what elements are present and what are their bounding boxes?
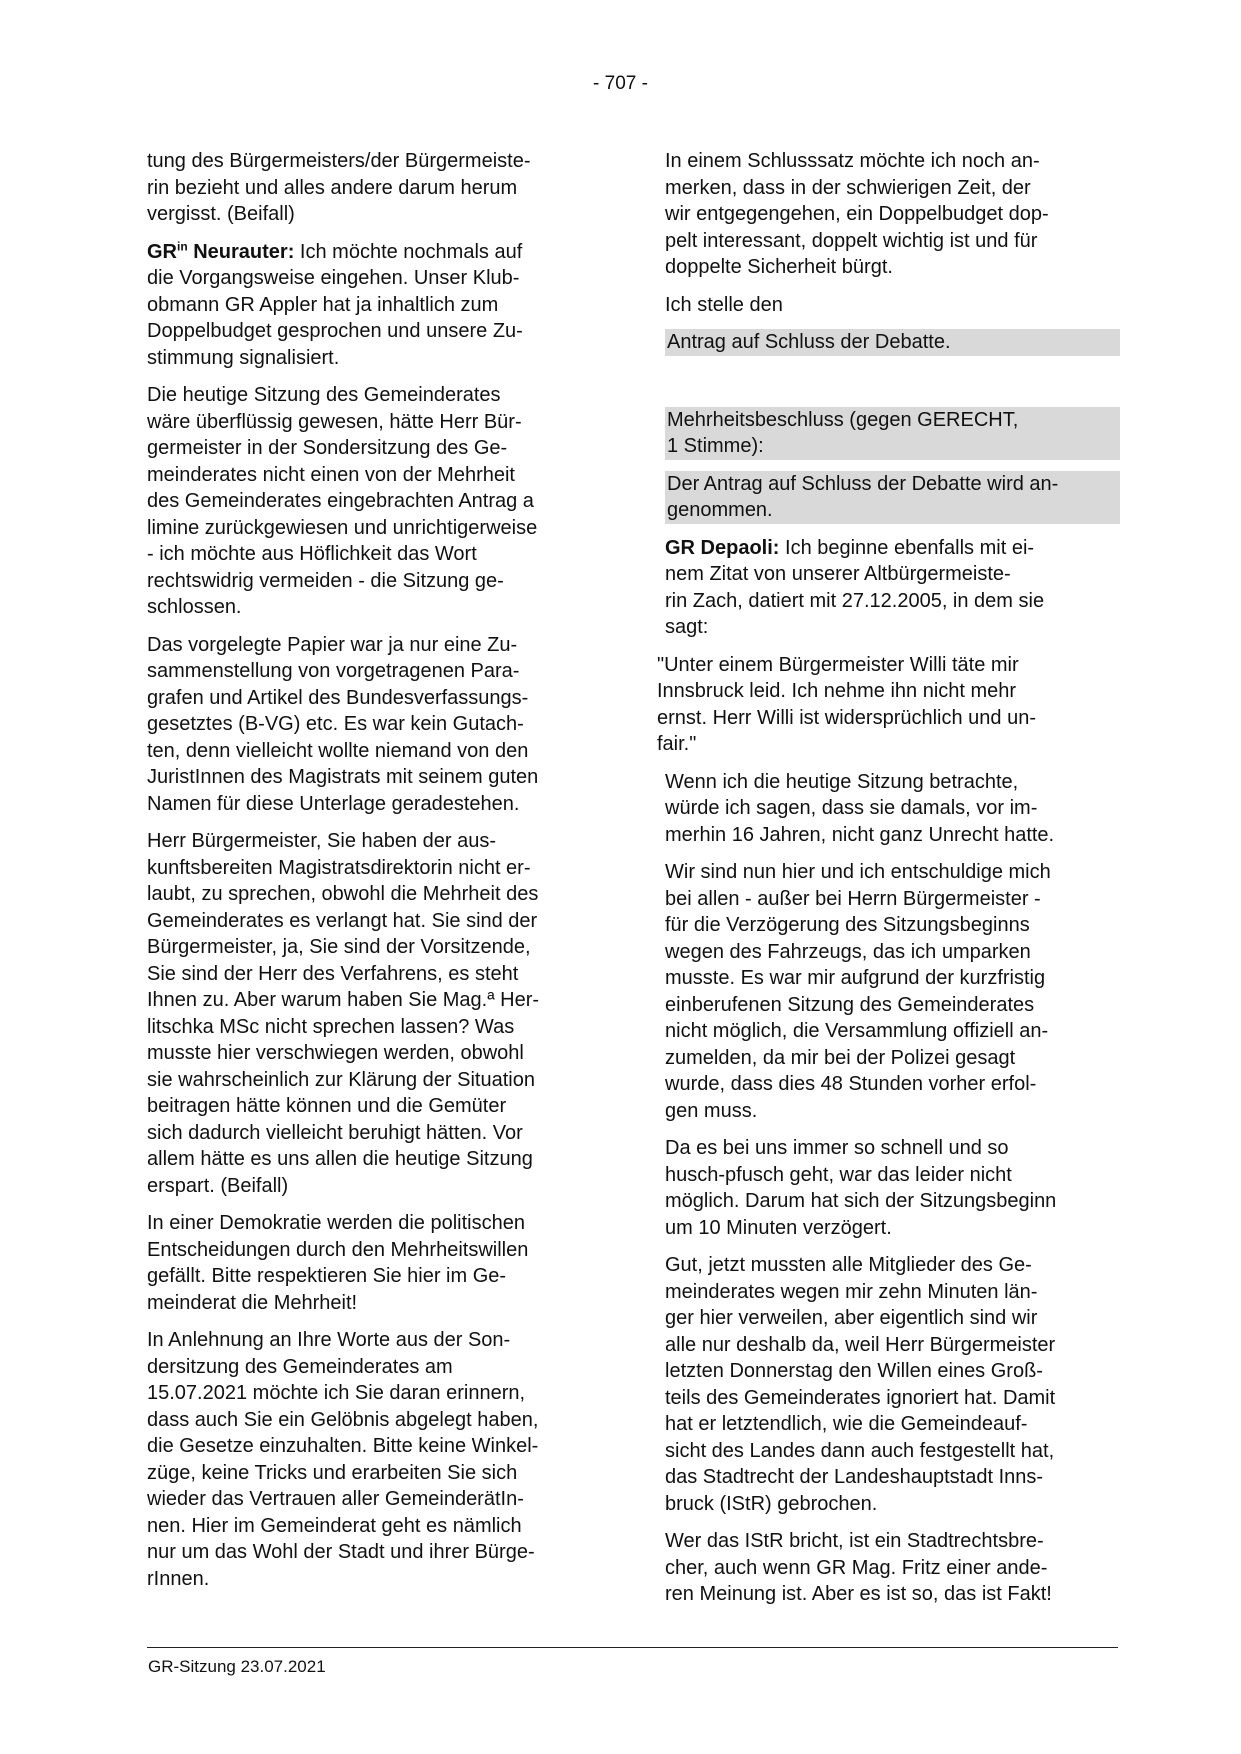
paragraph <box>665 148 1120 281</box>
text-line: Wer das IStR bricht, ist ein Stadtrechtsbre- <box>665 1530 1044 1552</box>
text-line: Da es bei uns immer so schnell und so <box>665 1137 1009 1159</box>
page-number: - 707 - <box>593 73 648 94</box>
text-line: GR Depaoli: Ich beginne ebenfalls mit ei- <box>665 536 1035 559</box>
text-line: alle nur deshalb da, weil Herr Bürgermeister <box>665 1333 1056 1356</box>
text-line: rInnen. <box>147 1567 210 1590</box>
text-line: Das vorgelegte Papier war ja nur eine Zu- <box>147 633 518 656</box>
text-line: erspart. (Beifall) <box>147 1174 289 1197</box>
text-line: sammenstellung von vorgetragenen Para- <box>147 660 520 682</box>
text-line: doppelte Sicherheit bürgt. <box>665 256 893 278</box>
text-line: ren Meinung ist. Aber es ist so, das ist Fakt! <box>665 1583 1052 1605</box>
quotation-paragraph <box>657 652 1120 758</box>
text-line: wir entgegengehen, ein Doppelbudget dop- <box>665 203 1049 225</box>
text-line: wurde, dass dies 48 Stunden vorher erfol- <box>665 1073 1037 1095</box>
text-line: ger hier verweilen, aber eigentlich sind wir <box>665 1307 1038 1329</box>
text-line: Herr Bürgermeister, Sie haben der aus- <box>147 830 497 852</box>
text-line: Entscheidungen durch den Mehrheitswillen <box>147 1238 529 1261</box>
text-line: teils des Gemeinderates ignoriert hat. Damit <box>665 1386 1056 1409</box>
text-line: nicht möglich, die Versammlung offiziell an- <box>665 1020 1049 1042</box>
text-line: rin bezieht und alles andere darum herum <box>147 176 518 199</box>
text-line: Ich stelle den <box>665 293 783 316</box>
text-line: laubt, zu sprechen, obwohl die Mehrheit des <box>147 883 539 905</box>
text-line: grafen und Artikel des Bundesverfassungs- <box>147 686 529 709</box>
right-column <box>657 148 1120 1619</box>
text-line: "Unter einem Bürgermeister Willi täte mir <box>657 653 1019 676</box>
paragraph <box>147 1327 607 1592</box>
text-line: Wenn ich die heutige Sitzung betrachte, <box>665 770 1019 793</box>
text-line: Mehrheitsbeschluss (gegen GERECHT, <box>667 408 1019 431</box>
text-line: merhin 16 Jahren, nicht ganz Unrecht hatte. <box>665 823 1055 846</box>
paragraph <box>147 382 607 621</box>
text-line: wieder das Vertrauen aller GemeinderätIn- <box>147 1488 524 1510</box>
text-line: sagt: <box>665 616 709 638</box>
text-line: sich dadurch vielleicht beruhigt hätten. Vor <box>147 1121 523 1144</box>
text-line: husch-pfusch geht, war das leider nicht <box>665 1163 1012 1186</box>
text-line: das Stadtrecht der Landeshauptstadt Inns- <box>665 1466 1044 1488</box>
paragraph-spacer <box>665 367 1120 407</box>
text-line: stimmung signalisiert. <box>147 346 340 369</box>
text-line: bruck (IStR) gebrochen. <box>665 1492 878 1515</box>
text-line: Ihnen zu. Aber warum haben Sie Mag.ª Her- <box>147 989 540 1011</box>
text-line: Namen für diese Unterlage geradestehen. <box>147 792 520 815</box>
text-line: Sie sind der Herr des Verfahrens, es steht <box>147 962 519 985</box>
text-line: limine zurückgewiesen und unrichtigerweise <box>147 516 538 539</box>
text-line: germeister in der Sondersitzung des Ge- <box>147 437 508 459</box>
text-line: die Vorgangsweise eingehen. Unser Klub- <box>147 267 520 289</box>
paragraph <box>665 769 1120 849</box>
text-line: In einer Demokratie werden die politischen <box>147 1212 525 1234</box>
text-line: ten, denn vielleicht wollte niemand von den <box>147 739 529 762</box>
text-line: meinderates nicht einen von der Mehrheit <box>147 463 515 486</box>
text-line: Wir sind nun hier und ich entschuldige mich <box>665 861 1051 883</box>
text-line: nem Zitat von unserer Altbürgermeiste- <box>665 563 1011 585</box>
text-line: wäre überflüssig gewesen, hätte Herr Bür- <box>147 410 522 433</box>
text-line: rin Zach, datiert mit 27.12.2005, in dem sie <box>665 589 1045 612</box>
text-line: rechtswidrig vermeiden - die Sitzung ge- <box>147 569 504 592</box>
text-line: Innsbruck leid. Ich nehme ihn nicht mehr <box>657 680 1017 702</box>
text-line: ernst. Herr Willi ist widersprüchlich und un- <box>657 706 1037 729</box>
motion-box <box>665 329 1120 356</box>
text-line: meinderat die Mehrheit! <box>147 1291 358 1314</box>
motion-box <box>665 471 1120 524</box>
text-line: würde ich sagen, dass sie damals, vor im- <box>665 797 1038 819</box>
text-line: dersitzung des Gemeinderates am <box>147 1355 453 1378</box>
text-line: gen muss. <box>665 1099 758 1122</box>
text-line: dass auch Sie ein Gelöbnis abgelegt haben, <box>147 1408 539 1431</box>
paragraph <box>665 292 1120 319</box>
text-line: - ich möchte aus Höflichkeit das Wort <box>147 543 477 565</box>
text-line: merken, dass in der schwierigen Zeit, der <box>665 176 1031 199</box>
text-line: In Anlehnung an Ihre Worte aus der Son- <box>147 1329 511 1351</box>
paragraph <box>665 1135 1120 1241</box>
text-line: allem hätte es uns allen die heutige Sitzung <box>147 1148 533 1170</box>
paragraph <box>147 828 607 1199</box>
text-line: möglich. Darum hat sich der Sitzungsbeginn <box>665 1190 1057 1212</box>
text-line: obmann GR Appler hat ja inhaltlich zum <box>147 293 499 316</box>
text-line: einberufenen Sitzung des Gemeinderates <box>665 993 1035 1016</box>
text-line: vergisst. (Beifall) <box>147 203 295 225</box>
footer-divider <box>147 1647 1118 1648</box>
text-line: sie wahrscheinlich zur Klärung der Situation <box>147 1068 535 1091</box>
text-line: Der Antrag auf Schluss der Debatte wird an- <box>667 472 1059 495</box>
paragraph <box>665 859 1120 1124</box>
text-line: letzten Donnerstag den Willen eines Groß- <box>665 1360 1043 1382</box>
text-line: meinderates wegen mir zehn Minuten län- <box>665 1280 1038 1303</box>
text-line: Bürgermeister, ja, Sie sind der Vorsitzende, <box>147 936 531 958</box>
text-line: In einem Schlusssatz möchte ich noch an- <box>665 150 1040 172</box>
paragraph <box>147 148 607 228</box>
text-line: pelt interessant, doppelt wichtig ist und für <box>665 229 1038 252</box>
text-line: nur um das Wohl der Stadt und ihrer Bürge- <box>147 1541 535 1563</box>
speaker-name: GR Depaoli: <box>665 536 780 559</box>
speaker-name: $GR^{in}$ Neurauter: <box>147 238 295 263</box>
paragraph <box>147 1210 607 1316</box>
text-line: bei allen - außer bei Herrn Bürgermeister - <box>665 887 1041 910</box>
paragraph <box>147 239 607 372</box>
text-line: beitragen hätte können und die Gemüter <box>147 1095 507 1117</box>
text-line: um 10 Minuten verzögert. <box>665 1216 892 1239</box>
paragraph <box>665 535 1120 641</box>
text-line: die Gesetze einzuhalten. Bitte keine Winkel- <box>147 1435 539 1457</box>
text-line: Gut, jetzt mussten alle Mitglieder des Ge- <box>665 1254 1032 1276</box>
paragraph <box>665 1528 1120 1608</box>
text-line: cher, auch wenn GR Mag. Fritz einer ande- <box>665 1556 1048 1579</box>
text-line: Antrag auf Schluss der Debatte. <box>667 331 951 353</box>
text-line: zumelden, da mir bei der Polizei gesagt <box>665 1046 1016 1069</box>
text-line: des Gemeinderates eingebrachten Antrag a <box>147 490 534 512</box>
text-line: musste hier verschwiegen werden, obwohl <box>147 1042 524 1064</box>
text-line: tung des Bürgermeisters/der Bürgermeiste- <box>147 150 531 172</box>
footer-session-date: GR-Sitzung 23.07.2021 <box>148 1657 326 1676</box>
text-line: genommen. <box>667 499 773 521</box>
text-line: Gemeinderates es verlangt hat. Sie sind der <box>147 909 538 932</box>
paragraph <box>147 632 607 818</box>
text-line: züge, keine Tricks und erarbeiten Sie sich <box>147 1461 518 1484</box>
text-line: fair." <box>657 733 697 755</box>
text-line: kunftsbereiten Magistratsdirektorin nicht er- <box>147 856 531 879</box>
text-line: gefällt. Bitte respektieren Sie hier im Ge- <box>147 1265 507 1287</box>
text-line: litschka MSc nicht sprechen lassen? Was <box>147 1015 515 1038</box>
text-line: gesetztes (B-VG) etc. Es war kein Gutach- <box>147 713 524 735</box>
text-line: JuristInnen des Magistrats mit seinem guten <box>147 766 539 788</box>
text-line: nen. Hier im Gemeinderat geht es nämlich <box>147 1514 522 1537</box>
text-line: 1 Stimme): <box>667 435 764 457</box>
text-line: für die Verzögerung des Sitzungsbeginns <box>665 914 1030 936</box>
paragraph <box>665 1252 1120 1517</box>
text-line: Doppelbudget gesprochen und unsere Zu- <box>147 320 523 342</box>
text-line: wegen des Fahrzeugs, das ich umparken <box>665 940 1031 963</box>
text-line: $GR^{in}$ Neurauter: Ich möchte nochmals auf <box>147 238 523 263</box>
text-line: schlossen. <box>147 596 242 618</box>
text-line: 15.07.2021 möchte ich Sie daran erinnern, <box>147 1382 526 1404</box>
motion-box <box>665 407 1120 460</box>
text-line: Die heutige Sitzung des Gemeinderates <box>147 384 501 406</box>
text-line: hat er letztendlich, wie die Gemeindeauf- <box>665 1413 1028 1435</box>
text-line: sicht des Landes dann auch festgestellt hat, <box>665 1439 1055 1462</box>
text-line: musste. Es war mir aufgrund der kurzfristig <box>665 967 1046 989</box>
left-column <box>147 148 607 1603</box>
